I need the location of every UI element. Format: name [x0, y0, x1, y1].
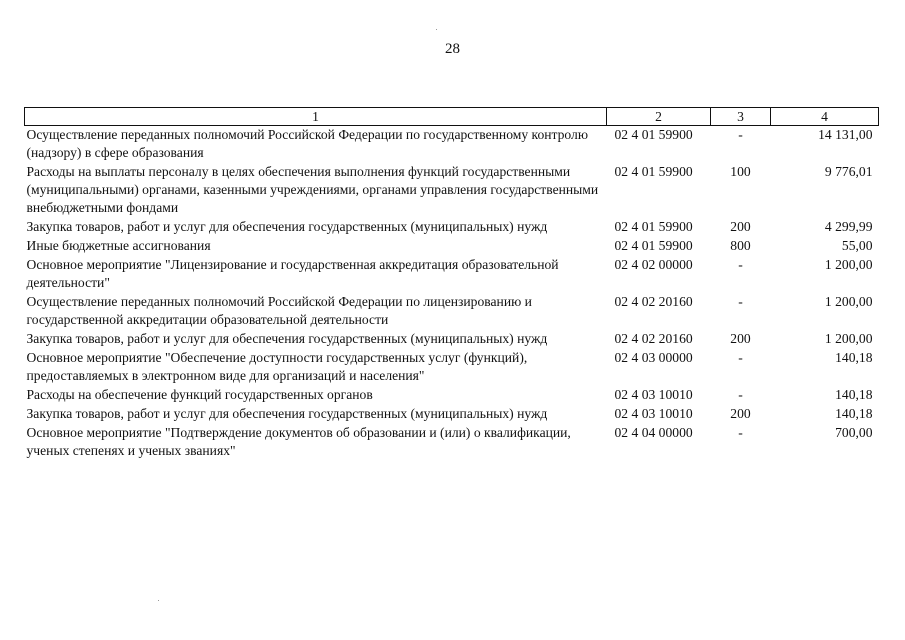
row-code: 02 4 01 59900 [614, 127, 693, 142]
row-type: 200 [730, 331, 751, 346]
row-name: Основное мероприятие "Обеспечение доступности государственных услуг (функций), предоставляемых в электронном виде для организаций и населения" [26, 350, 528, 383]
row-type: - [738, 350, 743, 365]
table-row [25, 330, 879, 349]
row-code: 02 4 01 59900 [614, 219, 693, 234]
table-row [25, 237, 879, 256]
row-name: Основное мероприятие "Лицензирование и государственная аккредитация образовательной деятельности" [26, 257, 559, 290]
row-sum: 55,00 [841, 238, 873, 253]
row-type: - [738, 257, 743, 272]
row-type: 200 [730, 406, 751, 421]
scan-speck [158, 600, 159, 601]
page-number: 28 [445, 41, 460, 57]
table-row [25, 405, 879, 424]
row-sum: 1 200,00 [824, 331, 873, 346]
header-col-code: 2 [607, 108, 711, 126]
row-type: 800 [730, 238, 751, 253]
row-type: - [738, 387, 743, 402]
row-sum: 1 200,00 [824, 257, 873, 272]
row-type: - [738, 127, 743, 142]
row-sum: 4 299,99 [824, 219, 873, 234]
row-sum: 1 200,00 [824, 294, 873, 309]
header-col-sum: 4 [771, 108, 879, 126]
row-type: - [738, 425, 743, 440]
row-sum: 140,18 [835, 387, 873, 402]
header-col-name: 1 [25, 108, 607, 126]
row-name: Расходы на обеспечение функций государственных органов [26, 387, 373, 402]
row-name: Расходы на выплаты персоналу в целях обеспечения выполнения функций государственными (муниципальными) органами, казенными учреждениями, органами управления государственными внебюджетными фондами [26, 164, 599, 215]
row-sum: 140,18 [835, 350, 873, 365]
row-type: - [738, 294, 743, 309]
table-row [25, 349, 879, 386]
table-row [25, 256, 879, 293]
table-header [25, 108, 879, 126]
row-code: 02 4 02 20160 [614, 331, 693, 346]
table-row [25, 424, 879, 461]
row-name: Основное мероприятие "Подтверждение документов об образовании и (или) о квалификации, ученых степенях и ученых званиях" [26, 425, 571, 458]
header-row [25, 108, 879, 126]
row-name: Иные бюджетные ассигнования [26, 238, 211, 253]
row-name: Осуществление переданных полномочий Российской Федерации по государственному контролю (надзору) в сфере образования [26, 127, 588, 160]
row-code: 02 4 03 10010 [614, 406, 693, 421]
row-sum: 14 131,00 [818, 127, 873, 142]
row-sum: 9 776,01 [824, 164, 873, 179]
row-type: 100 [730, 164, 751, 179]
row-code: 02 4 03 10010 [614, 387, 693, 402]
row-code: 02 4 04 00000 [614, 425, 693, 440]
table-row [25, 218, 879, 237]
row-name: Закупка товаров, работ и услуг для обеспечения государственных (муниципальных) нужд [26, 406, 548, 421]
table-body [25, 126, 879, 462]
table-row [25, 163, 879, 218]
table-row [25, 386, 879, 405]
row-code: 02 4 02 20160 [614, 294, 693, 309]
budget-table [24, 107, 879, 461]
table-row [25, 293, 879, 330]
row-code: 02 4 03 00000 [614, 350, 693, 365]
row-sum: 700,00 [835, 425, 873, 440]
row-sum: 140,18 [835, 406, 873, 421]
row-name: Осуществление переданных полномочий Российской Федерации по лицензированию и государственной аккредитации образовательной деятельности [26, 294, 532, 327]
row-type: 200 [730, 219, 751, 234]
table-row [25, 126, 879, 164]
row-name: Закупка товаров, работ и услуг для обеспечения государственных (муниципальных) нужд [26, 219, 548, 234]
row-code: 02 4 01 59900 [614, 164, 693, 179]
header-col-type: 3 [711, 108, 771, 126]
scan-speck [436, 29, 437, 30]
row-code: 02 4 02 00000 [614, 257, 693, 272]
row-name: Закупка товаров, работ и услуг для обеспечения государственных (муниципальных) нужд [26, 331, 548, 346]
row-code: 02 4 01 59900 [614, 238, 693, 253]
